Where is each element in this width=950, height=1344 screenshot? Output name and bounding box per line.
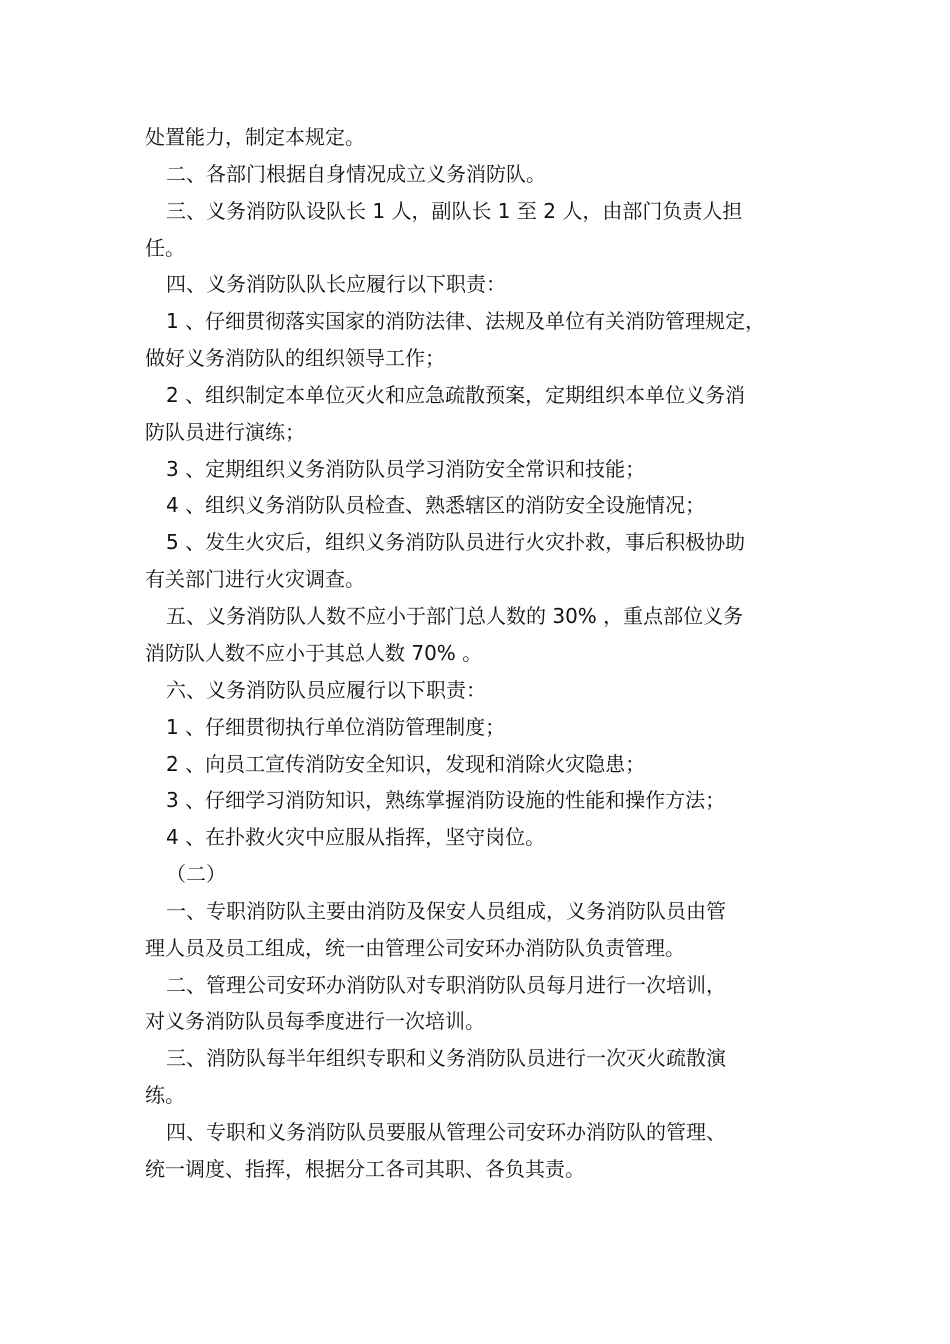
text-line: 做好义务消防队的组织领导工作； — [145, 346, 445, 370]
text-line: 四、义务消防队队长应履行以下职责： — [166, 272, 506, 296]
text-line: 防队员进行演练； — [145, 420, 305, 444]
text-line: 二、各部门根据自身情况成立义务消防队。 — [166, 162, 546, 186]
text-line: 三、消防队每半年组织专职和义务消防队员进行一次灭火疏散演 — [166, 1046, 726, 1070]
text-line: 2 、向员工宣传消防安全知识，发现和消除火灾隐患； — [166, 752, 646, 776]
text-line: 处置能力，制定本规定。 — [145, 125, 365, 149]
text-line: 对义务消防队员每季度进行一次培训。 — [145, 1009, 485, 1033]
text-line: 4 、组织义务消防队员检查、熟悉辖区的消防安全设施情况； — [166, 493, 706, 517]
text-line: 5 、发生火灾后，组织义务消防队员进行火灾扑救，事后积极协助 — [166, 530, 746, 554]
text-line: 1 、仔细贯彻落实国家的消防法律、法规及单位有关消防管理规定， — [166, 309, 766, 333]
text-line: 2 、组织制定本单位灭火和应急疏散预案，定期组织本单位义务消 — [166, 383, 746, 407]
text-line: 六、义务消防队员应履行以下职责： — [166, 678, 486, 702]
text-line: 消防队人数不应小于其总人数 70% 。 — [145, 641, 483, 665]
text-line: 3 、定期组织义务消防队员学习消防安全常识和技能； — [166, 457, 646, 481]
text-line: 理人员及员工组成，统一由管理公司安环办消防队负责管理。 — [145, 936, 685, 960]
text-line: 任。 — [145, 236, 185, 260]
text-line: 4 、在扑救火灾中应服从指挥，坚守岗位。 — [166, 825, 546, 849]
section-heading: （二） — [166, 862, 226, 886]
text-line: 四、专职和义务消防队员要服从管理公司安环办消防队的管理、 — [166, 1120, 726, 1144]
text-line: 1 、仔细贯彻执行单位消防管理制度； — [166, 715, 506, 739]
text-line: 二、管理公司安环办消防队对专职消防队员每月进行一次培训， — [166, 973, 726, 997]
text-line: 五、义务消防队人数不应小于部门总人数的 30% ，重点部位义务 — [166, 604, 744, 628]
text-line: 三、义务消防队设队长 1 人，副队长 1 至 2 人，由部门负责人担 — [166, 199, 743, 223]
text-line: 有关部门进行火灾调查。 — [145, 567, 365, 591]
text-line: 一、专职消防队主要由消防及保安人员组成，义务消防队员由管 — [166, 899, 726, 923]
text-line: 练。 — [145, 1083, 185, 1107]
text-line: 统一调度、指挥，根据分工各司其职、各负其责。 — [145, 1157, 585, 1181]
text-line: 3 、仔细学习消防知识，熟练掌握消防设施的性能和操作方法； — [166, 788, 726, 812]
